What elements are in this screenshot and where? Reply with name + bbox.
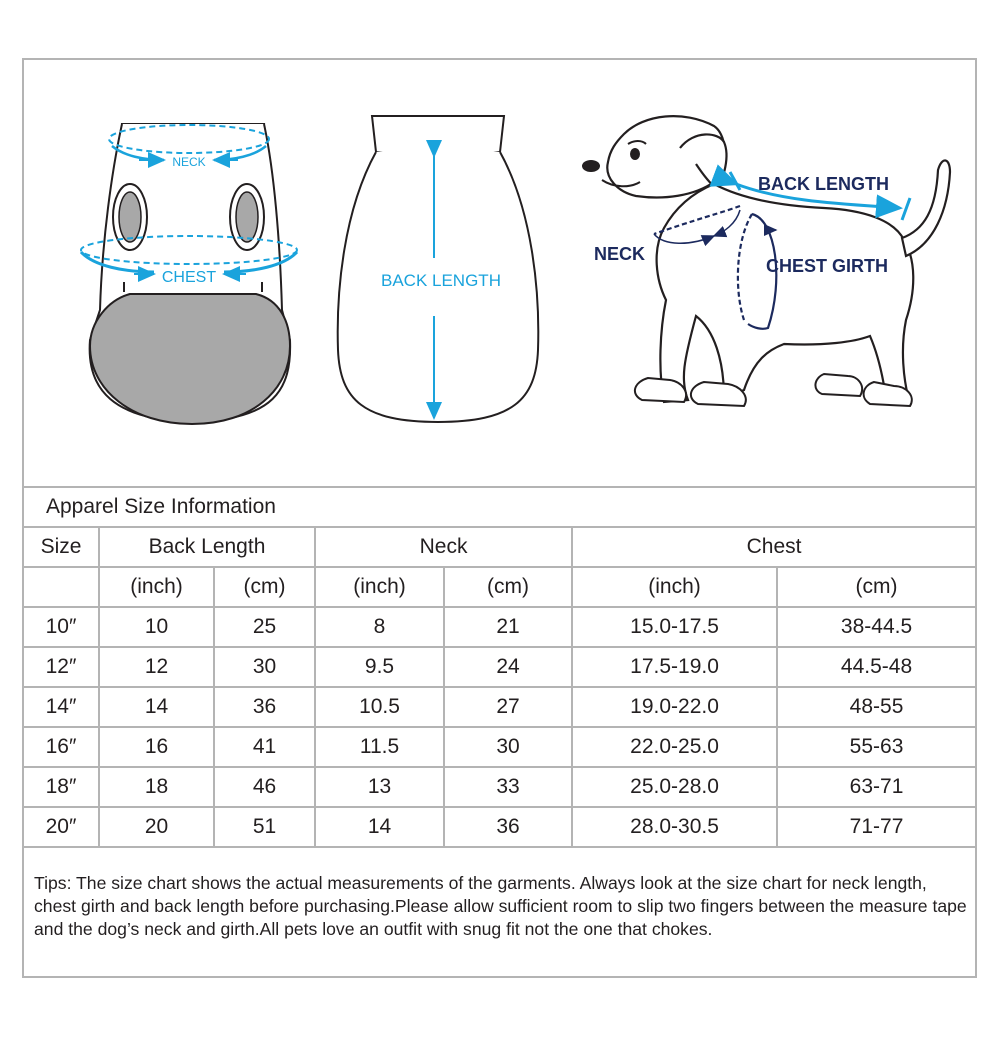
units-row xyxy=(24,567,975,607)
table-cell: 14 xyxy=(99,687,214,727)
size-cell: 14″ xyxy=(24,687,99,727)
table-cell: 24 xyxy=(444,647,572,687)
table-cell: 71-77 xyxy=(777,807,975,847)
table-cell: 46 xyxy=(214,767,315,807)
unit-cell: (cm) xyxy=(214,567,315,607)
table-cell: 12 xyxy=(99,647,214,687)
table-cell: 30 xyxy=(214,647,315,687)
unit-cell: (inch) xyxy=(572,567,777,607)
size-cell: 16″ xyxy=(24,727,99,767)
table-cell: 11.5 xyxy=(315,727,444,767)
table-cell: 17.5-19.0 xyxy=(572,647,777,687)
front-neck-label: NECK xyxy=(172,155,206,169)
table-cell: 21 xyxy=(444,607,572,647)
table-cell: 14 xyxy=(315,807,444,847)
measurement-illustrations xyxy=(24,60,975,486)
dog-chest-girth-label: CHEST GIRTH xyxy=(766,256,889,276)
dog-measurement-drawing xyxy=(582,116,950,406)
table-row xyxy=(24,687,975,727)
table-cell: 18 xyxy=(99,767,214,807)
dog-neck-label: NECK xyxy=(594,244,646,264)
table-cell: 8 xyxy=(315,607,444,647)
dog-back-length-label: BACK LENGTH xyxy=(758,174,889,194)
table-row xyxy=(24,767,975,807)
header-neck: Neck xyxy=(315,527,572,567)
header-row xyxy=(24,527,975,567)
table-cell: 10 xyxy=(99,607,214,647)
table-cell: 41 xyxy=(214,727,315,767)
table-row xyxy=(24,727,975,767)
unit-cell: (cm) xyxy=(444,567,572,607)
table-row xyxy=(24,647,975,687)
table-title: Apparel Size Information xyxy=(46,495,276,518)
back-length-label: BACK LENGTH xyxy=(381,271,501,290)
front-chest-label: CHEST xyxy=(161,269,217,286)
size-cell: 20″ xyxy=(24,807,99,847)
table-cell: 63-71 xyxy=(777,767,975,807)
size-table xyxy=(24,526,975,848)
table-row xyxy=(24,807,975,847)
unit-cell: (inch) xyxy=(99,567,214,607)
table-cell: 15.0-17.5 xyxy=(572,607,777,647)
table-title-row xyxy=(24,486,975,526)
tips-text: Tips: The size chart shows the actual measurements of the garments. Always look at the size chart for neck length, chest girth and back length before purchasing.Please allow sufficient room to slip two fingers between the measure tape and the dog’s neck and girth.All pets love an outfit with snug fit not the one that chokes. xyxy=(34,873,967,939)
unit-cell: (inch) xyxy=(315,567,444,607)
unit-cell: (cm) xyxy=(777,567,975,607)
table-cell: 51 xyxy=(214,807,315,847)
table-cell: 38-44.5 xyxy=(777,607,975,647)
size-cell: 12″ xyxy=(24,647,99,687)
table-cell: 33 xyxy=(444,767,572,807)
table-cell: 28.0-30.5 xyxy=(572,807,777,847)
garment-front-drawing xyxy=(81,124,297,424)
table-cell: 13 xyxy=(315,767,444,807)
table-cell: 27 xyxy=(444,687,572,727)
size-cell: 18″ xyxy=(24,767,99,807)
table-cell: 48-55 xyxy=(777,687,975,727)
table-cell: 36 xyxy=(444,807,572,847)
table-cell: 30 xyxy=(444,727,572,767)
table-cell: 19.0-22.0 xyxy=(572,687,777,727)
table-cell: 44.5-48 xyxy=(777,647,975,687)
table-cell: 22.0-25.0 xyxy=(572,727,777,767)
header-size: Size xyxy=(24,527,99,567)
units-blank xyxy=(24,567,99,607)
table-cell: 36 xyxy=(214,687,315,727)
table-cell: 25 xyxy=(214,607,315,647)
table-cell: 16 xyxy=(99,727,214,767)
table-cell: 10.5 xyxy=(315,687,444,727)
table-cell: 9.5 xyxy=(315,647,444,687)
table-row xyxy=(24,607,975,647)
header-back-length: Back Length xyxy=(99,527,315,567)
table-cell: 20 xyxy=(99,807,214,847)
size-chart-frame xyxy=(22,58,977,978)
size-cell: 10″ xyxy=(24,607,99,647)
table-cell: 55-63 xyxy=(777,727,975,767)
table-cell: 25.0-28.0 xyxy=(572,767,777,807)
garment-back-drawing xyxy=(338,116,539,422)
header-chest: Chest xyxy=(572,527,975,567)
